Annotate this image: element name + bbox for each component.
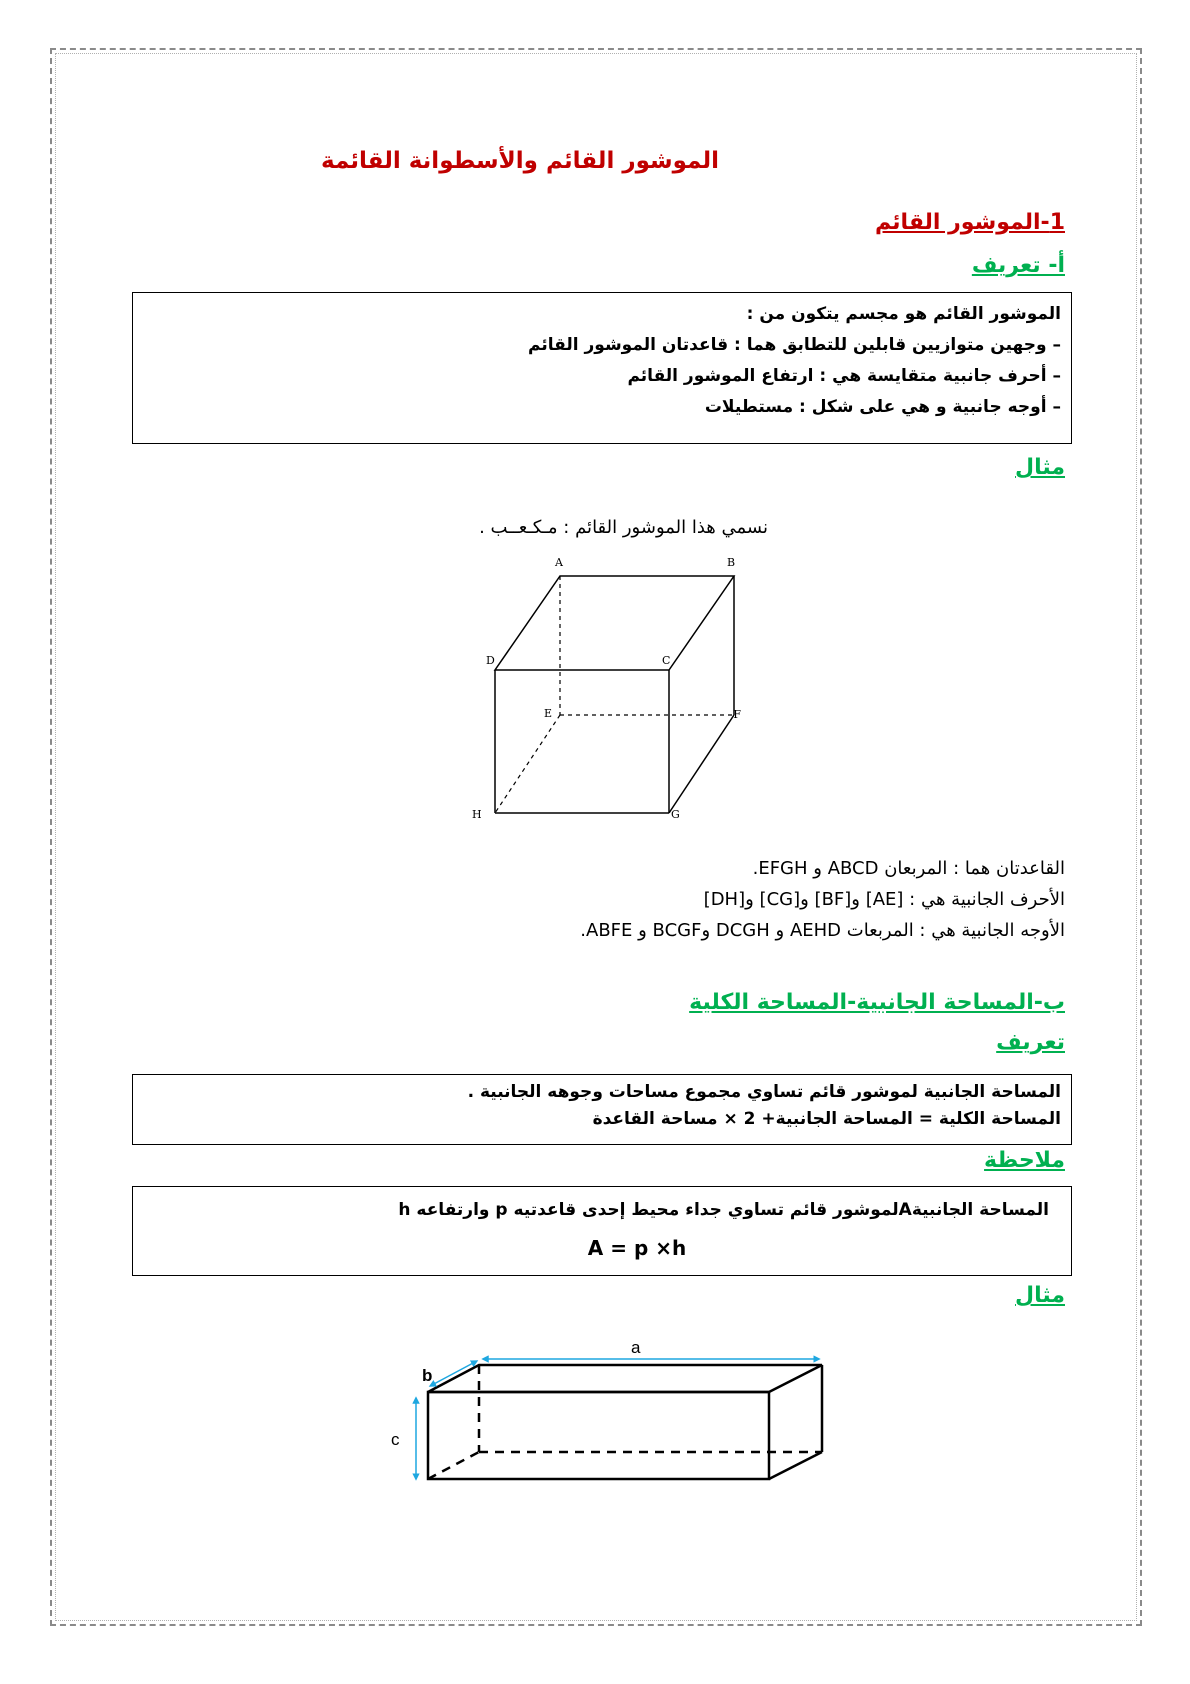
cube-label-h: H [472, 808, 482, 821]
cube-label-a: A [555, 556, 563, 569]
example-label-2: مثال [1015, 1283, 1065, 1308]
definition-line: الموشور القائم هو مجسم يتكون من : [746, 304, 1061, 324]
cube-label-f: F [733, 708, 741, 721]
fact-faces: الأوجه الجانبية هي : المربعات AEHD و DCGH وBCGF و ABFE. [580, 920, 1065, 941]
page-title: الموشور القائم والأسطوانة القائمة [321, 148, 719, 174]
subheading-definition-2: تعريف [996, 1030, 1065, 1055]
area-definition-box [132, 1074, 1072, 1145]
cube-label-e: E [544, 707, 553, 720]
note-line: المساحة الجانبيةAلموشور قائم تساوي جداء محيط إحدى قاعدتيه p وارتفاعه h [398, 1200, 1049, 1220]
cube-label-c: C [662, 654, 671, 667]
cube-label-b: B [727, 556, 736, 569]
definition-line: المساحة الكلية = المساحة الجانبية+ 2 × مساحة القاعدة [592, 1109, 1061, 1129]
dim-label-c: c [391, 1430, 400, 1449]
note-label: ملاحظة [984, 1148, 1065, 1173]
fact-edges: الأحرف الجانبية هي : [AE] و[BF] و[CG] و[DH] [703, 889, 1065, 910]
definition-line: – أحرف جانبية متقايسة هي : ارتفاع الموشور القائم [627, 366, 1061, 386]
cube-label-g: G [671, 808, 680, 821]
section-heading-area: ب-المساحة الجانبية-المساحة الكلية [689, 990, 1065, 1015]
example-caption: نسمي هذا الموشور القائم : مـكـعــب . [479, 517, 768, 538]
definition-line: – أوجه جانبية و هي على شكل : مستطيلات [704, 397, 1061, 417]
definition-box [132, 292, 1072, 444]
cube-label-d: D [486, 654, 495, 667]
dim-label-b: b [422, 1366, 433, 1385]
cube-figure [470, 550, 740, 820]
example-label: مثال [1015, 455, 1065, 480]
note-box [132, 1186, 1072, 1276]
definition-line: المساحة الجانبية لموشور قائم تساوي مجموع مساحات وجوهه الجانبية . [467, 1082, 1061, 1102]
dim-label-a: a [631, 1338, 641, 1357]
cuboid-figure [385, 1335, 835, 1495]
area-formula: A = p ×h [587, 1236, 687, 1260]
definition-line: – وجهين متوازيين قابلين للتطابق هما : قاعدتان الموشور القائم [528, 335, 1061, 355]
subheading-definition: أ- تعريف [971, 253, 1065, 278]
fact-bases: القاعدتان هما : المربعان ABCD و EFGH. [752, 858, 1065, 879]
section-heading-prism: 1-الموشور القائم [875, 210, 1065, 235]
